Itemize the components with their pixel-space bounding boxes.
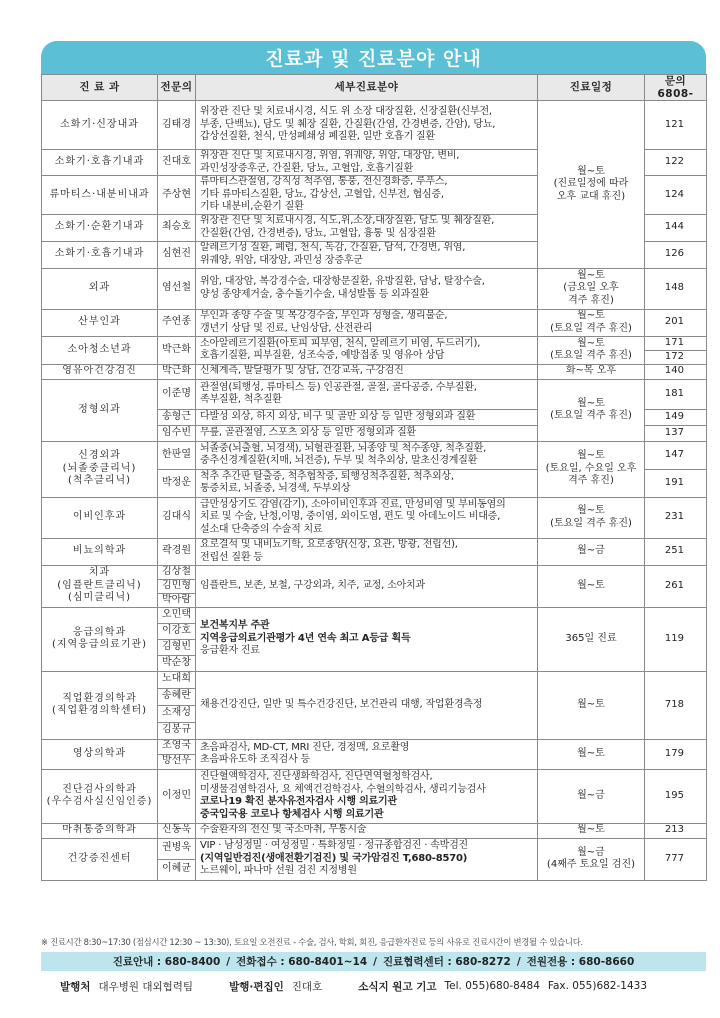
dept-cell: 이비인후과 xyxy=(42,497,158,538)
phone-cell: 251 xyxy=(645,538,707,565)
service-cell: 임플란트, 보존, 보철, 구강외과, 치주, 교정, 소아치과 xyxy=(196,565,538,607)
table-row xyxy=(42,565,707,579)
editor: 진대호 xyxy=(291,980,323,993)
editor-label: 발행·편집인 xyxy=(229,980,284,993)
submission-label: 소식지 원고 기고 xyxy=(358,980,437,993)
dept-cell: 류마티스·내분비내과 xyxy=(42,176,158,215)
table-row xyxy=(42,838,707,859)
contact-separator: / xyxy=(226,955,231,968)
phone-cell: 121 xyxy=(645,101,707,150)
doctor-cell: 진대호 xyxy=(158,150,196,176)
phone-cell: 140 xyxy=(645,364,707,379)
service-cell: 위장관 진단 및 치료내시경, 위염, 위궤양, 위암, 대장암, 변비, 과민성장증후군, 간질환, 당뇨, 고혈압, 호흡기질환 xyxy=(196,150,538,176)
doctor-cell: 방선우 xyxy=(158,754,196,769)
service-cell: 소아알레르기질환(아토피 피부염, 천식, 알레르기 비염, 두드러기), 호흡기질환, 피부질환, 성조숙증, 예방접종 및 영유아 상담 xyxy=(196,336,538,364)
table-row xyxy=(42,739,707,754)
phone-cell: 172 xyxy=(645,350,707,364)
publisher-line xyxy=(60,978,710,994)
contact-separator: / xyxy=(516,955,521,968)
contact-reception: 전화접수 : 680-8401~14 xyxy=(236,956,368,968)
schedule-cell: 월~토 xyxy=(538,671,645,739)
dept-cell: 소아청소년과 xyxy=(42,336,158,364)
doctor-cell: 염선철 xyxy=(158,268,196,309)
doctor-cell: 송형근 xyxy=(158,409,196,425)
schedule-cell: 365일 진료 xyxy=(538,607,645,671)
service-cell: 뇌졸중(뇌출혈, 뇌경색), 뇌혈관질환, 뇌종양 및 척수종양, 척추질환, 중추신경계질환(치매, 뇌전증), 두부 및 척추외상, 말초신경계질환 xyxy=(196,441,538,469)
dept-cell: 외과 xyxy=(42,268,158,309)
schedule-cell: 월~토 (진료일정에 따라 오후 교대 휴진) xyxy=(538,101,645,269)
service-cell: 알레르기성 질환, 폐렴, 천식, 독감, 간질환, 담석, 간경변, 위염, 위궤양, 위암, 대장암, 과민성 장증후군 xyxy=(196,241,538,268)
service-cell: 척추 추간판 탈출증, 척추협착증, 퇴행성척추질환, 척추외상, 통증치료, 뇌졸중, 뇌경색, 두부외상 xyxy=(196,469,538,497)
doctor-cell: 박근화 xyxy=(158,336,196,364)
table-row xyxy=(42,441,707,469)
phone-cell: 181 xyxy=(645,379,707,409)
service-cell: 진단혈액학검사, 진단생화학검사, 진단면역혈청학검사, 미생물검염학검사, 요 체액건검학검사, 수혈의학검사, 생리기능검사 코로나19 확진 분자유전자검사 시행 의료기관 중국입국용 코로나 항체검사 시행 의료기관 xyxy=(196,769,538,823)
doctor-cell: 조영국 xyxy=(158,739,196,754)
doctor-cell: 임수빈 xyxy=(158,425,196,441)
service-cell: 관절염(퇴행성, 류마티스 등) 인공관절, 골절, 골다공증, 수부질환, 족부질환, 척추질환 xyxy=(196,379,538,409)
doctor-cell: 주연종 xyxy=(158,309,196,336)
doctor-cell: 김상철 xyxy=(158,565,196,579)
contact-info: 진료안내 : 680-8400 xyxy=(112,956,221,968)
schedule-cell: 화~목 오후 xyxy=(538,364,645,379)
doctor-cell: 최승호 xyxy=(158,214,196,241)
service-cell: 수술환자의 전신 및 국소마취, 무통시술 xyxy=(196,823,538,838)
header-department: 진 료 과 xyxy=(42,75,158,101)
service-cell: 초음파검사, MD-CT, MRI 진단, 경정맥, 요로촬영 초음파유도하 조직검사 등 xyxy=(196,739,538,769)
service-cell: VIP · 남성정밀 · 여성정밀 · 특화정밀 · 정규종합검진 · 속박검진 (지역일반검진(생애전환기검진) 및 국가암검진 T,680-8570) 노르웨이, 파나마 선원 검진 지정병원 xyxy=(196,838,538,880)
page-title: 진료과 및 진료분야 안내 xyxy=(41,41,706,74)
doctor-cell: 이강호 xyxy=(158,623,196,639)
service-cell: 위장관 진단 및 치료내시경, 식도 위 소장 대장질환, 신장질환(신부전, 부종, 단백뇨), 담도 및 췌장 질환, 간질환(간염, 간경변증, 간암), 당뇨, 갑상선질환, 천식, 만성폐쇄성 폐질환, 일반 호흡기 질환 xyxy=(196,101,538,150)
phone-cell: 195 xyxy=(645,769,707,823)
table-row xyxy=(42,309,707,336)
phone-cell: 148 xyxy=(645,268,707,309)
phone-cell: 191 xyxy=(645,469,707,497)
dept-cell: 마취통증의학과 xyxy=(42,823,158,838)
phone-cell: 147 xyxy=(645,441,707,469)
doctor-cell: 권병욱 xyxy=(158,838,196,859)
contact-separator: / xyxy=(373,955,377,968)
service-cell: 다발성 외상, 하지 외상, 비구 및 골반 외상 등 일반 정형외과 질환 xyxy=(196,409,538,425)
service-cell: 보건복지부 주관 지역응급의료기관평가 4년 연속 최고 A등급 획득 응급환자 진료 xyxy=(196,607,538,671)
service-cell: 요로결석 및 내비뇨기학, 요로종양(신장, 요관, 방광, 전립선), 전립선 질환 등 xyxy=(196,538,538,565)
doctor-cell: 김민형 xyxy=(158,579,196,593)
table-row xyxy=(42,268,707,309)
table-row xyxy=(42,769,707,823)
phone-cell: 213 xyxy=(645,823,707,838)
contact-bar xyxy=(41,952,706,971)
doctor-cell: 이혜균 xyxy=(158,859,196,880)
issuer: 대우병원 대외협력팀 xyxy=(98,980,194,993)
service-cell: 급만성상기도 감염(감기), 소아이비인후과 진료, 만성비염 및 부비동염의 치료 및 수술, 난청,이명, 중이염, 외이도염, 편도 및 아데노이드 비대증, 설소대 단축증의 수술적 치료 xyxy=(196,497,538,538)
service-cell: 위장관 진단 및 치료내시경, 식도,위,소장,대장질환, 담도 및 췌장질환, 간질환(간염, 간경변증), 당뇨, 고혈압, 흉통 및 심장질환 xyxy=(196,214,538,241)
service-cell: 류마티스관절염, 강직성 척추염, 통풍, 전신경화증, 루푸스, 기타 류마티스질환, 당뇨, 갑상선, 고혈압, 신부전, 협심증, 기타 내분비,순환기 질환 xyxy=(196,176,538,215)
phone-cell: 777 xyxy=(645,838,707,880)
doctor-cell: 이정민 xyxy=(158,769,196,823)
doctor-cell: 이준명 xyxy=(158,379,196,409)
dept-cell: 비뇨의학과 xyxy=(42,538,158,565)
header-schedule: 진료일정 xyxy=(538,75,645,101)
schedule-cell: 월~금 xyxy=(538,769,645,823)
table-row xyxy=(42,497,707,538)
doctor-cell: 주상현 xyxy=(158,176,196,215)
schedule-cell: 월~토 xyxy=(538,823,645,838)
contact-transfer: 전원전용 : 680-8660 xyxy=(526,956,635,968)
phone-cell: 119 xyxy=(645,607,707,671)
doctor-cell: 송혜란 xyxy=(158,688,196,705)
schedule-cell: 월~토 (금요일 오후 격주 휴진) xyxy=(538,268,645,309)
dept-cell: 소화기·순환기내과 xyxy=(42,214,158,241)
table-header-row xyxy=(42,75,707,101)
contact-cooperation: 진료협력센터 : 680-8272 xyxy=(382,956,511,968)
table-row xyxy=(42,607,707,623)
fax: Fax. 055)682-1433 xyxy=(547,980,647,992)
dept-cell: 영상의학과 xyxy=(42,739,158,769)
dept-cell: 치과 (임플란트클리닉) (심미클리닉) xyxy=(42,565,158,607)
schedule-cell: 월~토 xyxy=(538,565,645,607)
service-cell: 채용건강진단, 일반 및 특수건강진단, 보건관리 대행, 작업환경측정 xyxy=(196,671,538,739)
phone-cell: 149 xyxy=(645,409,707,425)
phone-cell: 171 xyxy=(645,336,707,350)
tel: Tel. 055)680-8484 xyxy=(444,980,540,992)
service-cell: 위암, 대장암, 복강경수술, 대장항문질환, 유방질환, 담낭, 탈장수술, 양성 종양제거술, 충수돌기수술, 내성발톱 등 외과질환 xyxy=(196,268,538,309)
doctor-cell: 신동욱 xyxy=(158,823,196,838)
dept-cell: 신경외과 (뇌졸중클리닉) (척추클리닉) xyxy=(42,441,158,497)
schedule-cell: 월~토 (토요일, 수요일 오후 격주 휴진) xyxy=(538,441,645,497)
phone-cell: 126 xyxy=(645,241,707,268)
issuer-label: 발행처 xyxy=(60,980,91,993)
schedule-cell: 월~토 (토요일 격주 휴진) xyxy=(538,379,645,441)
table-row xyxy=(42,538,707,565)
doctor-cell: 한판열 xyxy=(158,441,196,469)
header-service: 세부진료분야 xyxy=(196,75,538,101)
header-doctor: 전문의 xyxy=(158,75,196,101)
doctor-cell: 박아람 xyxy=(158,593,196,607)
phone-cell: 261 xyxy=(645,565,707,607)
doctor-cell: 박근화 xyxy=(158,364,196,379)
schedule-cell: 월~토 (토요일 격주 휴진) xyxy=(538,336,645,364)
table-row xyxy=(42,336,707,350)
doctor-cell: 박순창 xyxy=(158,655,196,671)
dept-cell: 건강증진센터 xyxy=(42,838,158,880)
doctor-cell: 오민택 xyxy=(158,607,196,623)
phone-cell: 137 xyxy=(645,425,707,441)
doctor-cell: 박정운 xyxy=(158,469,196,497)
doctor-cell: 심현진 xyxy=(158,241,196,268)
header-phone: 문의 6808- xyxy=(645,75,707,101)
schedule-cell: 월~토 (토요일 격주 휴진) xyxy=(538,497,645,538)
dept-cell: 소화기·호흡기내과 xyxy=(42,150,158,176)
doctor-cell: 소재성 xyxy=(158,705,196,722)
doctor-cell: 김형빈 xyxy=(158,639,196,655)
dept-cell: 응급의학과 (지역응급의료기관) xyxy=(42,607,158,671)
doctor-cell: 노대희 xyxy=(158,671,196,688)
doctor-cell: 김대식 xyxy=(158,497,196,538)
phone-cell: 231 xyxy=(645,497,707,538)
service-cell: 신체계측, 발달평가 및 상담, 건강교육, 구강검진 xyxy=(196,364,538,379)
dept-cell: 소화기·호흡기내과 xyxy=(42,241,158,268)
dept-cell: 정형외과 xyxy=(42,379,158,441)
doctor-cell: 김봉규 xyxy=(158,722,196,739)
phone-cell: 122 xyxy=(645,150,707,176)
table-row xyxy=(42,364,707,379)
table-row xyxy=(42,101,707,150)
table-row xyxy=(42,823,707,838)
phone-cell: 201 xyxy=(645,309,707,336)
schedule-cell: 월~금 (4째주 토요일 검진) xyxy=(538,838,645,880)
table-row xyxy=(42,379,707,409)
doctor-cell: 곽경원 xyxy=(158,538,196,565)
hours-footnote: ※ 진료시간 8:30~17:30 (점심시간 12:30 ~ 13:30), 토요일 오전진료 - 수술, 검사, 학회, 회진, 응급환자진료 등의 사유로 진료시간이 변경될 수 있습니다. xyxy=(41,937,583,947)
doctor-cell: 김태경 xyxy=(158,101,196,150)
dept-cell: 직업환경의학과 (직업환경의학센터) xyxy=(42,671,158,739)
department-table xyxy=(41,74,707,881)
phone-cell: 124 xyxy=(645,176,707,215)
table-row xyxy=(42,671,707,688)
service-cell: 무릎, 골관절염, 스포츠 외상 등 일반 정형외과 질환 xyxy=(196,425,538,441)
schedule-cell: 월~토 xyxy=(538,739,645,769)
schedule-cell: 월~금 xyxy=(538,538,645,565)
phone-cell: 179 xyxy=(645,739,707,769)
dept-cell: 산부인과 xyxy=(42,309,158,336)
schedule-cell: 월~토 (토요일 격주 휴진) xyxy=(538,309,645,336)
dept-cell: 소화기·신장내과 xyxy=(42,101,158,150)
dept-cell: 진단검사의학과 (우수검사실신임인증) xyxy=(42,769,158,823)
service-cell: 부인과 종양 수술 및 복강경수술, 부인과 성형술, 생리불순, 갱년기 상담 및 진료, 난임상담, 산전관리 xyxy=(196,309,538,336)
phone-cell: 718 xyxy=(645,671,707,739)
phone-cell: 144 xyxy=(645,214,707,241)
dept-cell: 영유아건강검진 xyxy=(42,364,158,379)
